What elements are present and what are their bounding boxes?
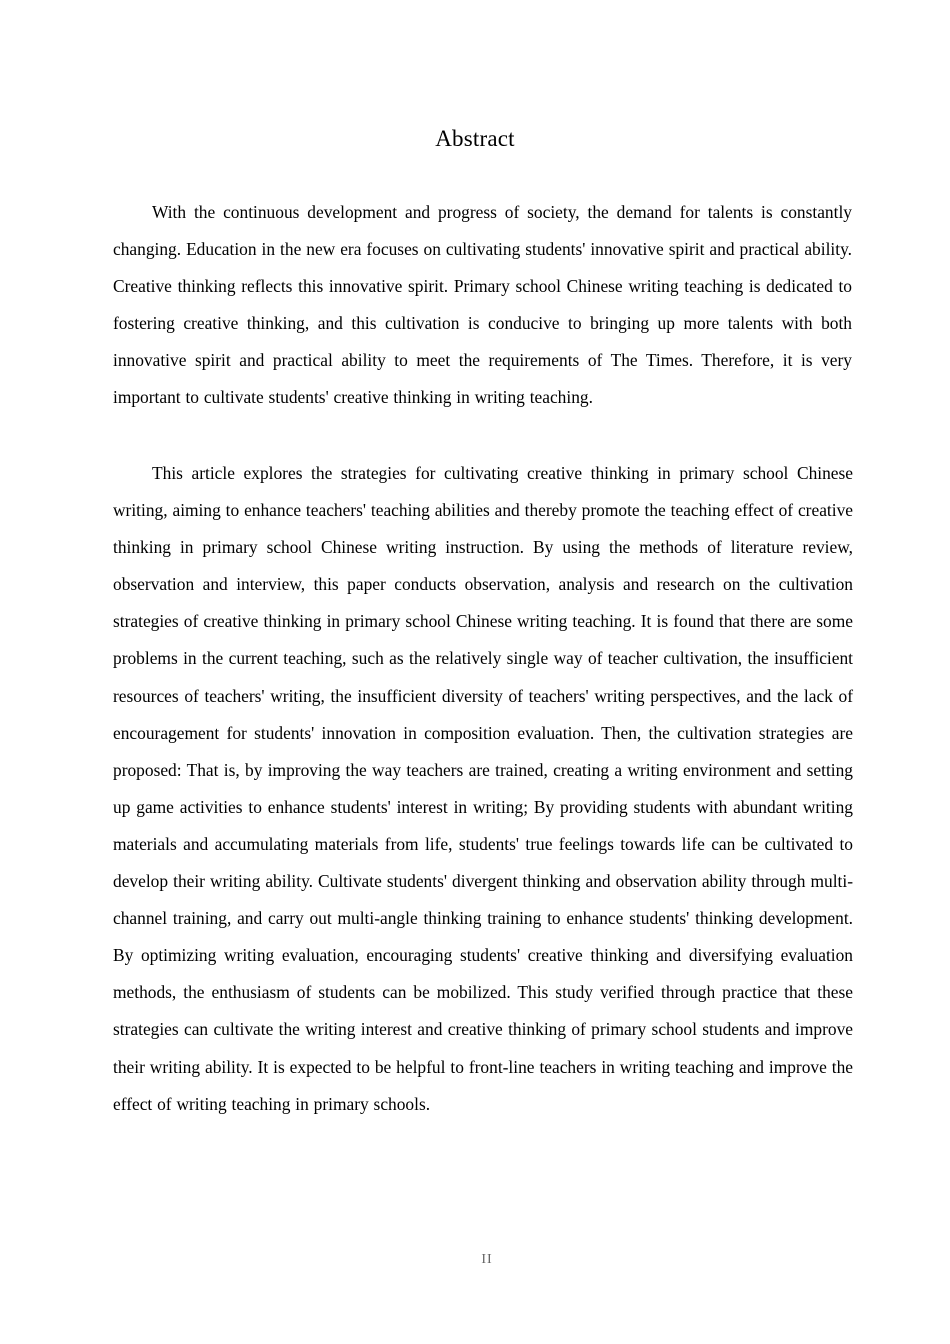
abstract-title: Abstract: [435, 126, 515, 151]
page-number: II: [481, 1252, 493, 1267]
abstract-paragraph-1: With the continuous development and progress of society, the demand for talents is constantly changing. Education in the new era focuses on cultivating students' innovative spirit and practical ability. Creative thinking reflects this innovative spirit. Primary school Chinese writing teaching is dedicated to fostering creative thinking, and this cultivation is conducive to bringing up more talents with both innovative spirit and practical ability to meet the requirements of The Times. Therefore, it is very important to cultivate students' creative thinking in writing teaching.: [113, 202, 852, 408]
abstract-paragraph-2: This article explores the strategies for cultivating creative thinking in primary school Chinese writing, aiming to enhance teachers' teaching abilities and thereby promote the teaching effect of creative thinking in primary school Chinese writing instruction. By using the methods of literature review, observation and interview, this paper conducts observation, analysis and research on the cultivation strategies of creative thinking in primary school Chinese writing teaching. It is found that there are some problems in the current teaching, such as the relatively single way of teacher cultivation, the insufficient resources of teachers' writing, the insufficient diversity of teachers' writing perspectives, and the lack of encouragement for students' innovation in composition evaluation. Then, the cultivation strategies are proposed: That is, by improving the way teachers are trained, creating a writing environment and setting up game activities to enhance students' interest in writing; By providing students with abundant writing materials and accumulating materials from life, students' true feelings towards life can be cultivated to develop their writing ability. Cultivate students' divergent thinking and observation ability through multi-channel training, and carry out multi-angle thinking training to enhance students' thinking development. By optimizing writing evaluation, encouraging students' creative thinking and diversifying evaluation methods, the enthusiasm of students can be mobilized. This study verified through practice that these strategies can cultivate the writing interest and creative thinking of primary school students and improve their writing ability. It is expected to be helpful to front-line teachers in writing teaching and improve the effect of writing teaching in primary schools.: [113, 463, 853, 1114]
